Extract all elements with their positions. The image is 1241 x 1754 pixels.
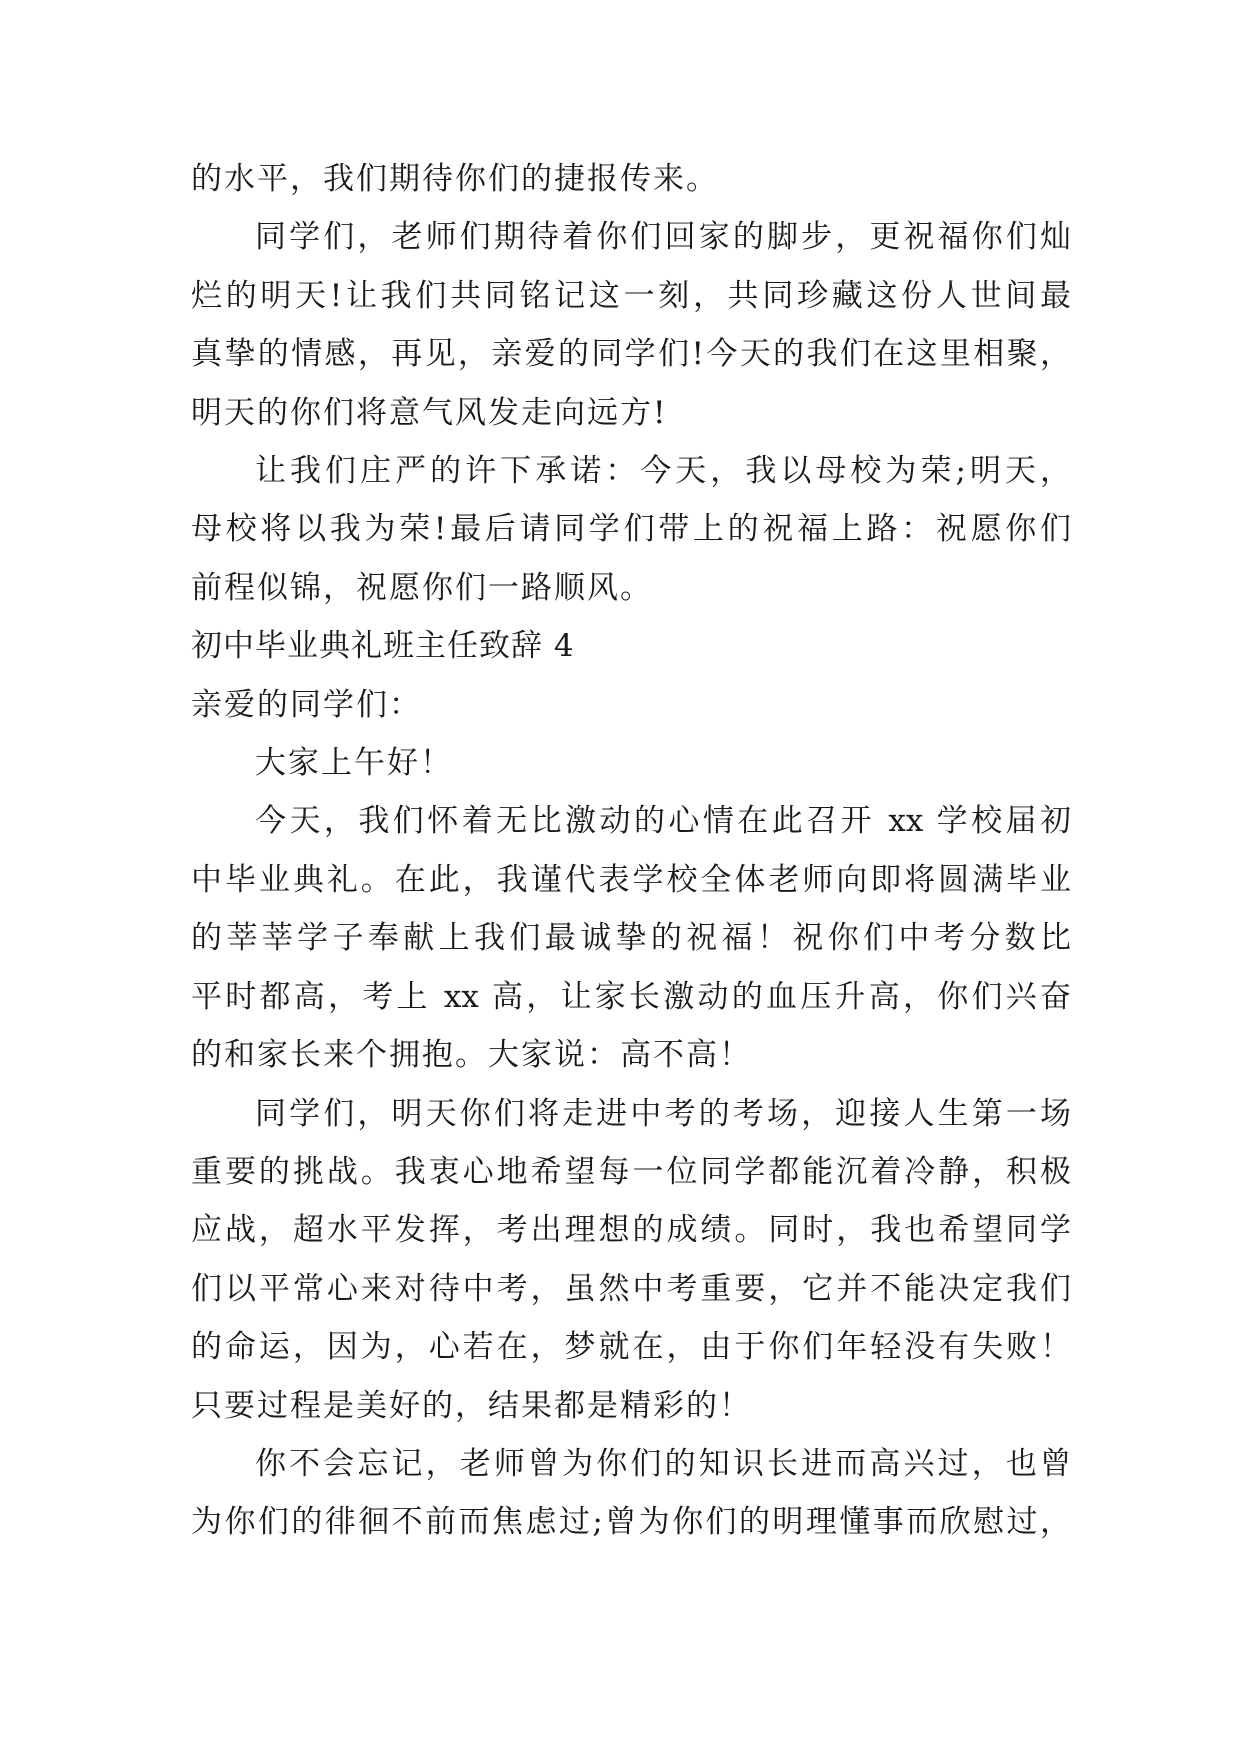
text-line: 同学们，明天你们将走进中考的考场，迎接人生第一场 (255, 1095, 1071, 1132)
text-line: 的和家长来个拥抱。大家说：高不高！ (191, 1037, 752, 1074)
text-line: 今天，我们怀着无比激动的心情在此召开 xx 学校届初 (255, 803, 1071, 840)
text-line: 们以平常心来对待中考，虽然中考重要，它并不能决定我们 (191, 1270, 1071, 1307)
text-line: 母校将以我为荣!最后请同学们带上的祝福上路：祝愿你们 (191, 511, 1071, 548)
text-line: 真挚的情感，再见，亲爱的同学们!今天的我们在这里相聚， (191, 336, 1071, 373)
text-line: 大家上午好！ (255, 745, 453, 782)
text-line: 重要的挑战。我衷心地希望每一位同学都能沉着冷静，积极 (191, 1153, 1071, 1190)
text-line: 应战，超水平发挥，考出理想的成绩。同时，我也希望同学 (191, 1212, 1071, 1249)
text-line: 的水平，我们期待你们的捷报传来。 (191, 161, 719, 197)
text-line: 只要过程是美好的，结果都是精彩的！ (191, 1387, 752, 1424)
section-heading: 初中毕业典礼班主任致辞 4 (191, 628, 575, 665)
text-line: 的莘莘学子奉献上我们最诚挚的祝福！祝你们中考分数比 (191, 920, 1071, 957)
text-line: 中毕业典礼。在此，我谨代表学校全体老师向即将圆满毕业 (191, 861, 1071, 898)
text-line: 前程似锦，祝愿你们一路顺风。 (191, 569, 653, 606)
text-line: 烂的明天!让我们共同铭记这一刻，共同珍藏这份人世间最 (191, 277, 1071, 314)
document-body (191, 150, 1071, 1552)
text-line: 明天的你们将意气风发走向远方! (191, 394, 668, 431)
text-line: 的命运，因为，心若在，梦就在，由于你们年轻没有失败！ (191, 1329, 1071, 1366)
text-line: 同学们，老师们期待着你们回家的脚步，更祝福你们灿 (255, 219, 1071, 256)
text-line: 亲爱的同学们： (191, 686, 422, 723)
text-line: 为你们的徘徊不前而焦虑过;曾为你们的明理懂事而欣慰过， (191, 1504, 1071, 1541)
text-line: 让我们庄严的许下承诺：今天，我以母校为荣;明天， (255, 453, 1071, 490)
text-line: 平时都高，考上 xx 高，让家长激动的血压升高，你们兴奋 (191, 978, 1071, 1015)
text-line: 你不会忘记，老师曾为你们的知识长进而高兴过，也曾 (255, 1445, 1071, 1482)
